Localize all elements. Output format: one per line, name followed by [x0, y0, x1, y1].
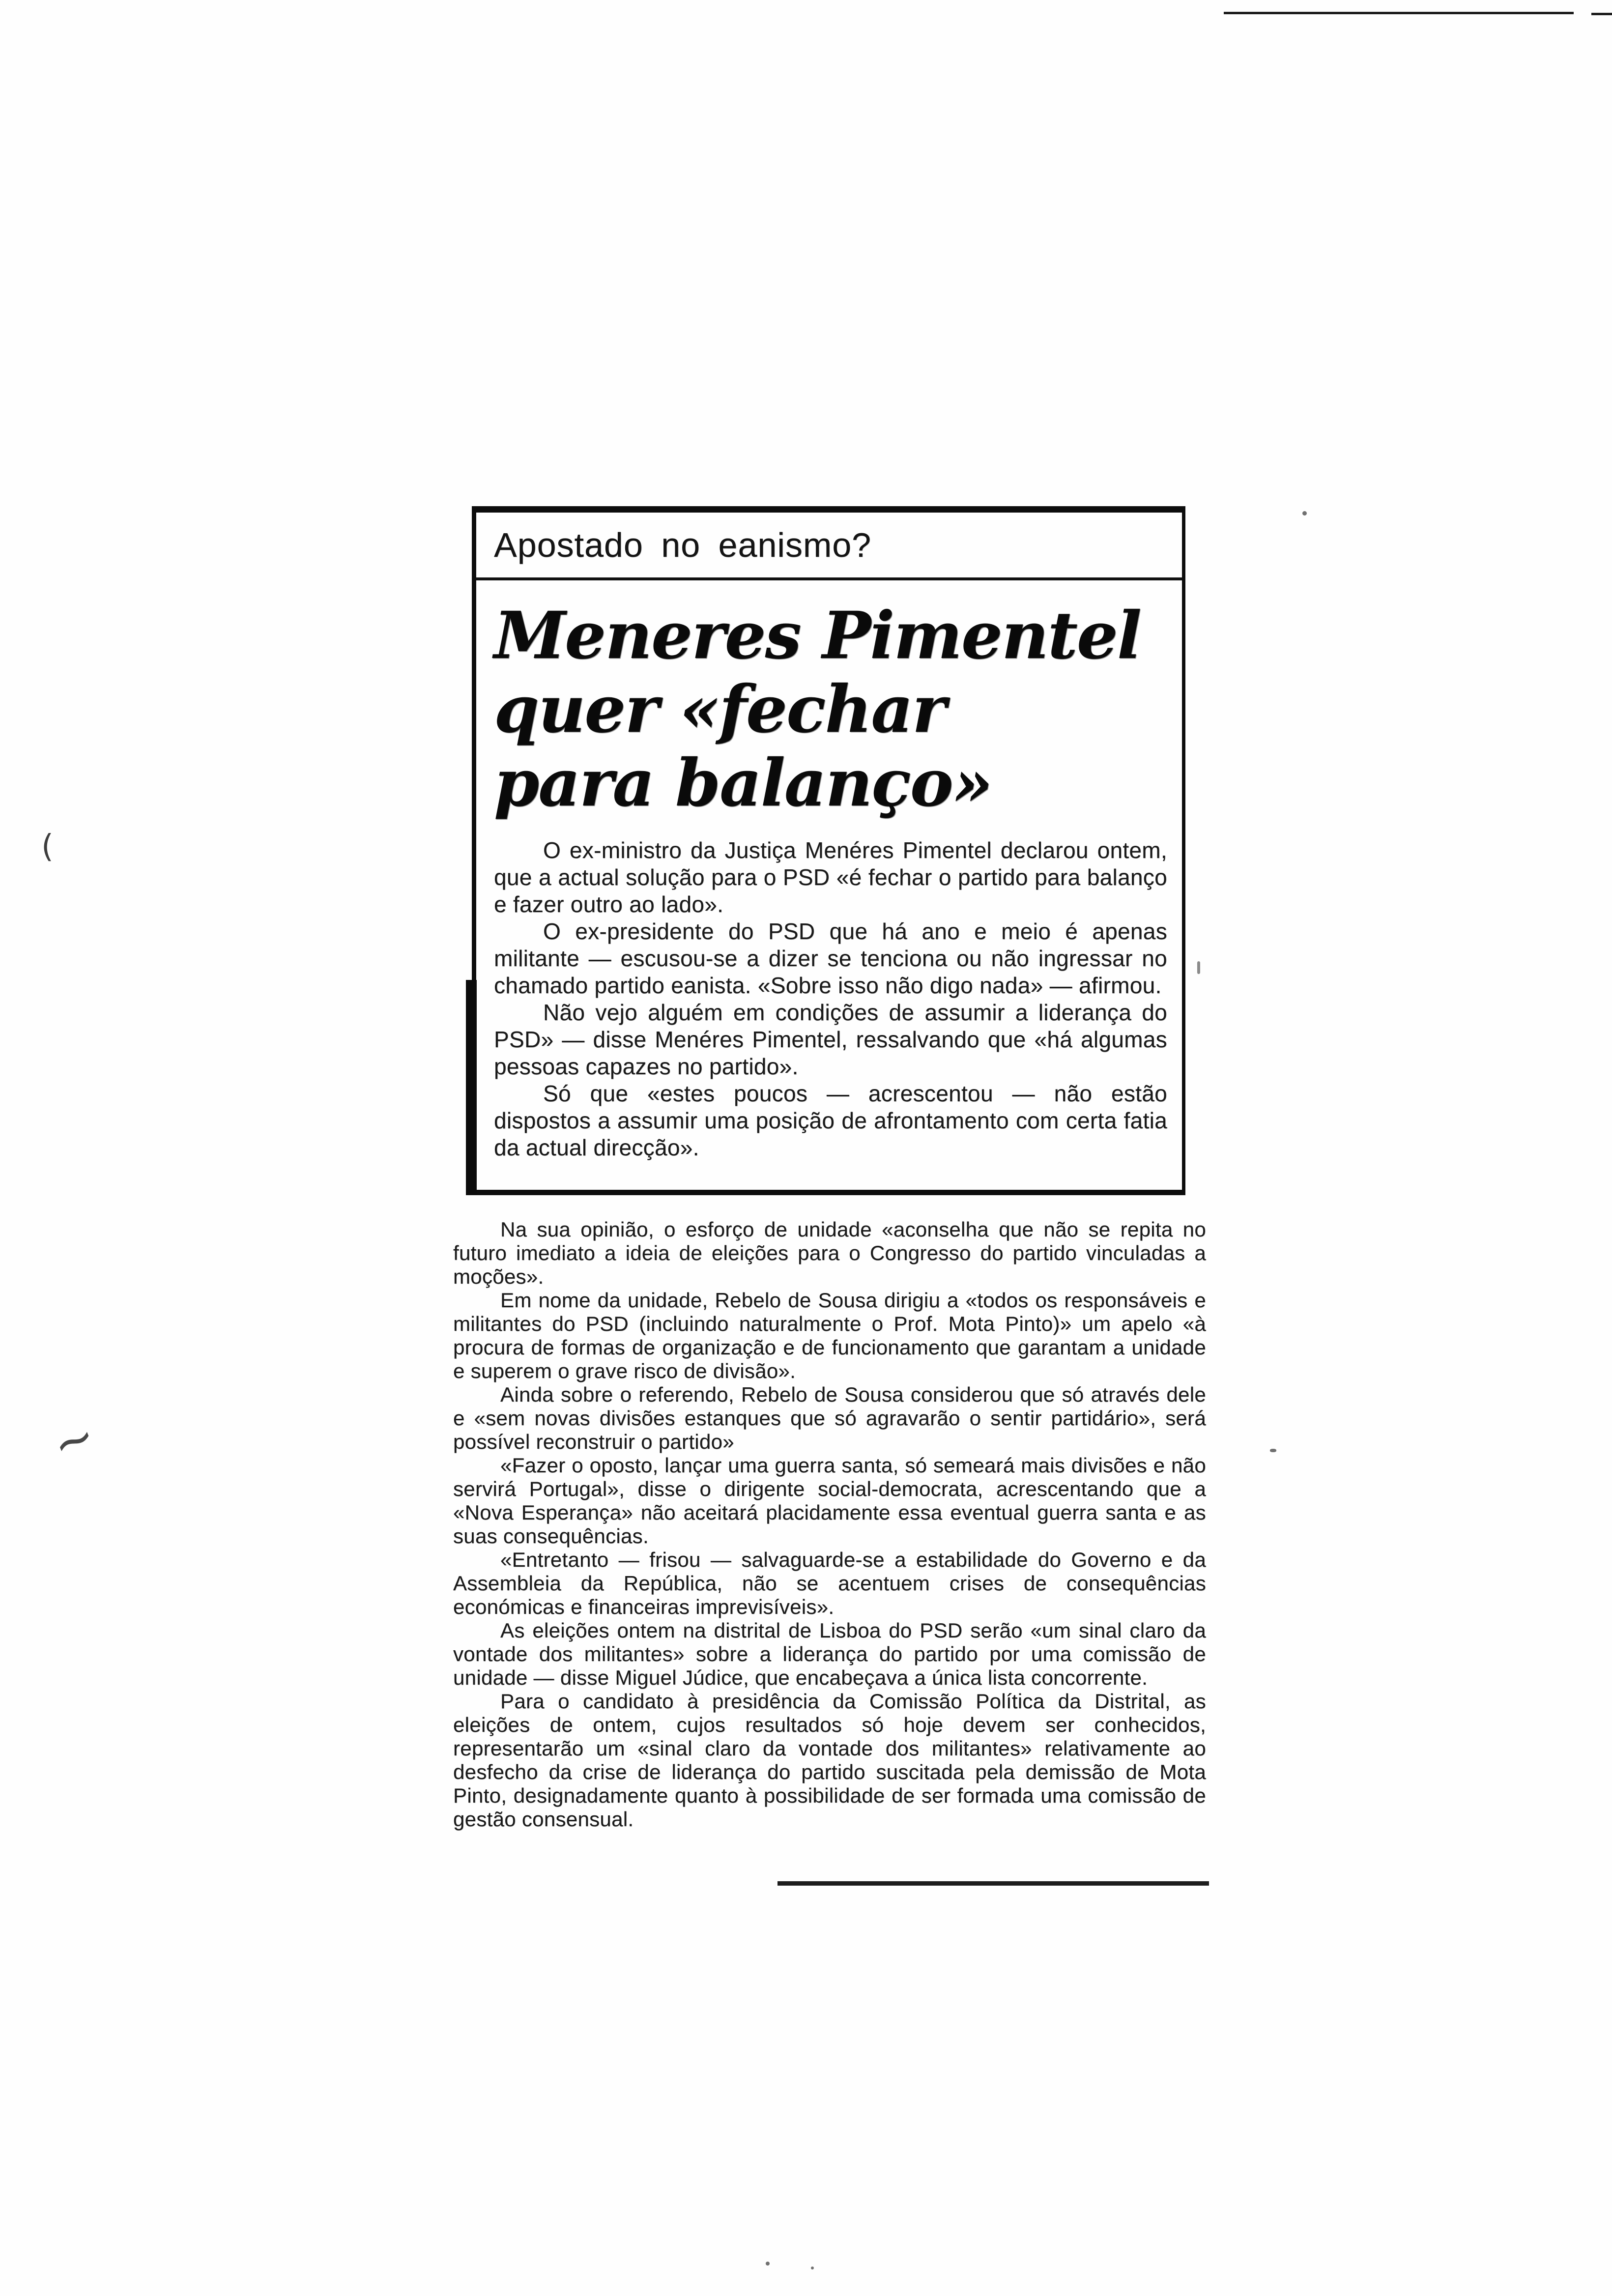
body-paragraph: «Entretanto — frisou — salvaguarde-se a estabilidade do Governo e da Assembleia da República, não se acentuem crises de consequências económicas e financeiras imprevisíveis». [453, 1548, 1206, 1618]
margin-squiggle-mark: ~ [44, 1406, 104, 1475]
kicker-rule [476, 577, 1182, 580]
body-paragraph: Para o candidato à presidência da Comissão Política da Distrital, as eleições de ontem, cujos resultados só hoje devem ser conhecidos, representarão um «sinal claro da vontade dos militantes» relativamente ao desfecho da crise de liderança do partido suscitada pela demissão de Mota Pinto, designadamente quanto à possibilidade de ser formada uma comissão de gestão consensual. [453, 1690, 1206, 1831]
boxed-paragraph: Só que «estes poucos — acrescentou — não estão dispostos a assumir uma posição de afrontamento com certa fatia da actual direcção». [494, 1081, 1167, 1160]
top-right-rule [1224, 12, 1574, 14]
scan-speck [811, 2267, 814, 2269]
scan-speck [1302, 511, 1307, 516]
article-continuation [453, 1218, 1206, 1831]
boxed-paragraph: O ex-ministro da Justiça Menéres Pimentel declarou ontem, que a actual solução para o PSD «é fechar o partido para balanço e fazer outro ao lado». [494, 837, 1167, 917]
boxed-article-body [494, 837, 1167, 1161]
headline-line-3: para balanço» [494, 745, 992, 821]
headline [494, 599, 1167, 820]
body-paragraph: «Fazer o oposto, lançar uma guerra santa, só semeará mais divisões e não servirá Portugal», disse o dirigente social-democrata, acrescentando que a «Nova Esperança» não aceitará placidamente essa eventual guerra santa e as suas consequências. [453, 1454, 1206, 1548]
box-border-ink-blotch [466, 980, 477, 1195]
boxed-paragraph: O ex-presidente do PSD que há ano e meio é apenas militante — escusou-se a dizer se tenciona ou não ingressar no chamado partido eanista. «Sobre isso não digo nada» — afirmou. [494, 918, 1167, 998]
body-paragraph: Na sua opinião, o esforço de unidade «aconselha que não se repita no futuro imediato a ideia de eleições para o Congresso do partido vinculadas a moções». [453, 1218, 1206, 1288]
scan-speck [1270, 1449, 1276, 1452]
headline-line-1: Meneres Pimentel [494, 598, 1141, 674]
scan-speck [766, 2262, 770, 2266]
body-paragraph: Ainda sobre o referendo, Rebelo de Sousa considerou que só através dele e «sem novas divisões estanques que só agravarão o sentir partidário», será possível reconstruir o partido» [453, 1383, 1206, 1453]
boxed-paragraph: Não vejo alguém em condições de assumir a liderança do PSD» — disse Menéres Pimentel, ressalvando que «há algumas pessoas capazes no partido». [494, 1000, 1167, 1079]
bottom-rule [777, 1881, 1209, 1886]
margin-paren-mark: ( [41, 829, 54, 865]
boxed-article [472, 506, 1185, 1195]
top-right-rule-dash [1591, 13, 1612, 15]
headline-line-2: quer «fechar [494, 671, 946, 747]
body-paragraph: Em nome da unidade, Rebelo de Sousa dirigiu a «todos os responsáveis e militantes do PSD (incluindo naturalmente o Prof. Mota Pinto)» um apelo «à procura de formas de organização e de funcionamento que garantam a unidade e superem o grave risco de divisão». [453, 1289, 1206, 1382]
body-paragraph: As eleições ontem na distrital de Lisboa do PSD serão «um sinal claro da vontade dos militantes» sobre a liderança do partido por uma comissão de unidade — disse Miguel Júdice, que encabeçava a única lista concorrente. [453, 1619, 1206, 1689]
kicker: Apostado no eanismo? [494, 526, 872, 564]
scan-speck [1197, 961, 1200, 974]
